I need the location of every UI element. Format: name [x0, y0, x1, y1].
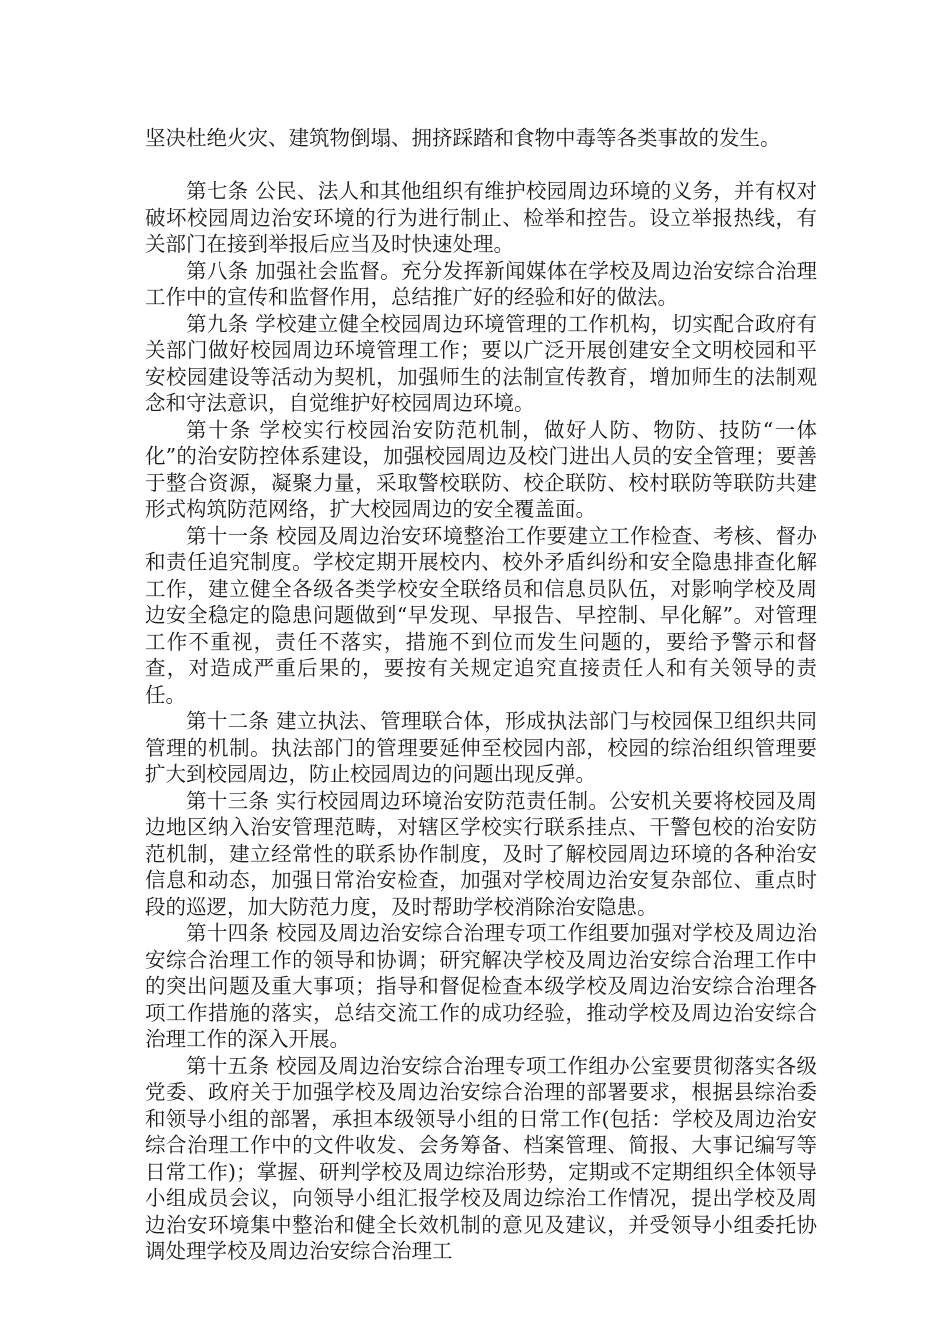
- article-15: 第十五条 校园及周边治安综合治理专项工作组办公室要贯彻落实各级党委、政府关于加强学校及周边治安综合治理的部署要求，根据县综治委和领导小组的部署，承担本级领导小组的日常工作(包括：学校及周边治安综合治理工作中的文件收发、会务筹备、档案管理、简报、大事记编写等日常工作)；掌握、研判学校及周边综治形势，定期或不定期组织全体领导小组成员会议，向领导小组汇报学校及周边综治工作情况，提出学校及周边治安环境集中整治和健全长效机制的意见及建议，并受领导小组委托协调处理学校及周边治安综合治理工: [145, 1053, 817, 1263]
- paragraph-gap: [145, 152, 817, 179]
- article-11: 第十一条 校园及周边治安环境整治工作要建立工作检查、考核、督办和责任追究制度。学校定期开展校内、校外矛盾纠纷和安全隐患排查化解工作，建立健全各级各类学校安全联络员和信息员队伍，对影响学校及周边安全稳定的隐患问题做到“早发现、早报告、早控制、早化解”。对管理工作不重视，责任不落实，措施不到位而发生问题的，要给予警示和督查，对造成严重后果的，要按有关规定追究直接责任人和有关领导的责任。: [145, 523, 817, 707]
- article-12: 第十二条 建立执法、管理联合体，形成执法部门与校园保卫组织共同管理的机制。执法部门的管理要延伸至校园内部，校园的综治组织管理要扩大到校园周边，防止校园周边的问题出现反弹。: [145, 709, 817, 786]
- article-14: 第十四条 校园及周边治安综合治理专项工作组要加强对学校及周边治安综合治理工作的领导和协调；研究解决学校及周边治安综合治理工作中的突出问题及重大事项；指导和督促检查本级学校及周边治安综合治理各项工作措施的落实，总结交流工作的成功经验，推动学校及周边治安综合治理工作的深入开展。: [145, 921, 817, 1051]
- article-9: 第九条 学校建立健全校园周边环境管理的工作机构，切实配合政府有关部门做好校园周边环境管理工作；要以广泛开展创建安全文明校园和平安校园建设等活动为契机，加强师生的法制宣传教育，增加师生的法制观念和守法意识，自觉维护好校园周边环境。: [145, 311, 817, 415]
- article-13: 第十三条 实行校园周边环境治安防范责任制。公安机关要将校园及周边地区纳入治安管理范畴，对辖区学校实行联系挂点、干警包校的治安防范机制，建立经常性的联系协作制度，及时了解校园周边环境的各种治安信息和动态，加强日常治安检查，加强对学校周边治安复杂部位、重点时段的巡逻，加大防范力度，及时帮助学校消除治安隐患。: [145, 788, 817, 919]
- document-body: [145, 125, 817, 1265]
- article-10: 第十条 学校实行校园治安防范机制，做好人防、物防、技防“一体化”的治安防控体系建设，加强校园周边及校门进出人员的安全管理；要善于整合资源，凝聚力量，采取警校联防、校企联防、校村联防等联防共建形式构筑防范网络，扩大校园周边的安全覆盖面。: [145, 417, 817, 521]
- paragraph-continuation: 坚决杜绝火灾、建筑物倒塌、拥挤踩踏和食物中毒等各类事故的发生。: [145, 126, 781, 150]
- article-7: 第七条 公民、法人和其他组织有维护校园周边环境的义务，并有权对破坏校园周边治安环境的行为进行制止、检举和控告。设立举报热线，有关部门在接到举报后应当及时快速处理。: [145, 179, 817, 256]
- article-8: 第八条 加强社会监督。充分发挥新闻媒体在学校及周边治安综合治理工作中的宣传和监督作用，总结推广好的经验和好的做法。: [145, 258, 817, 309]
